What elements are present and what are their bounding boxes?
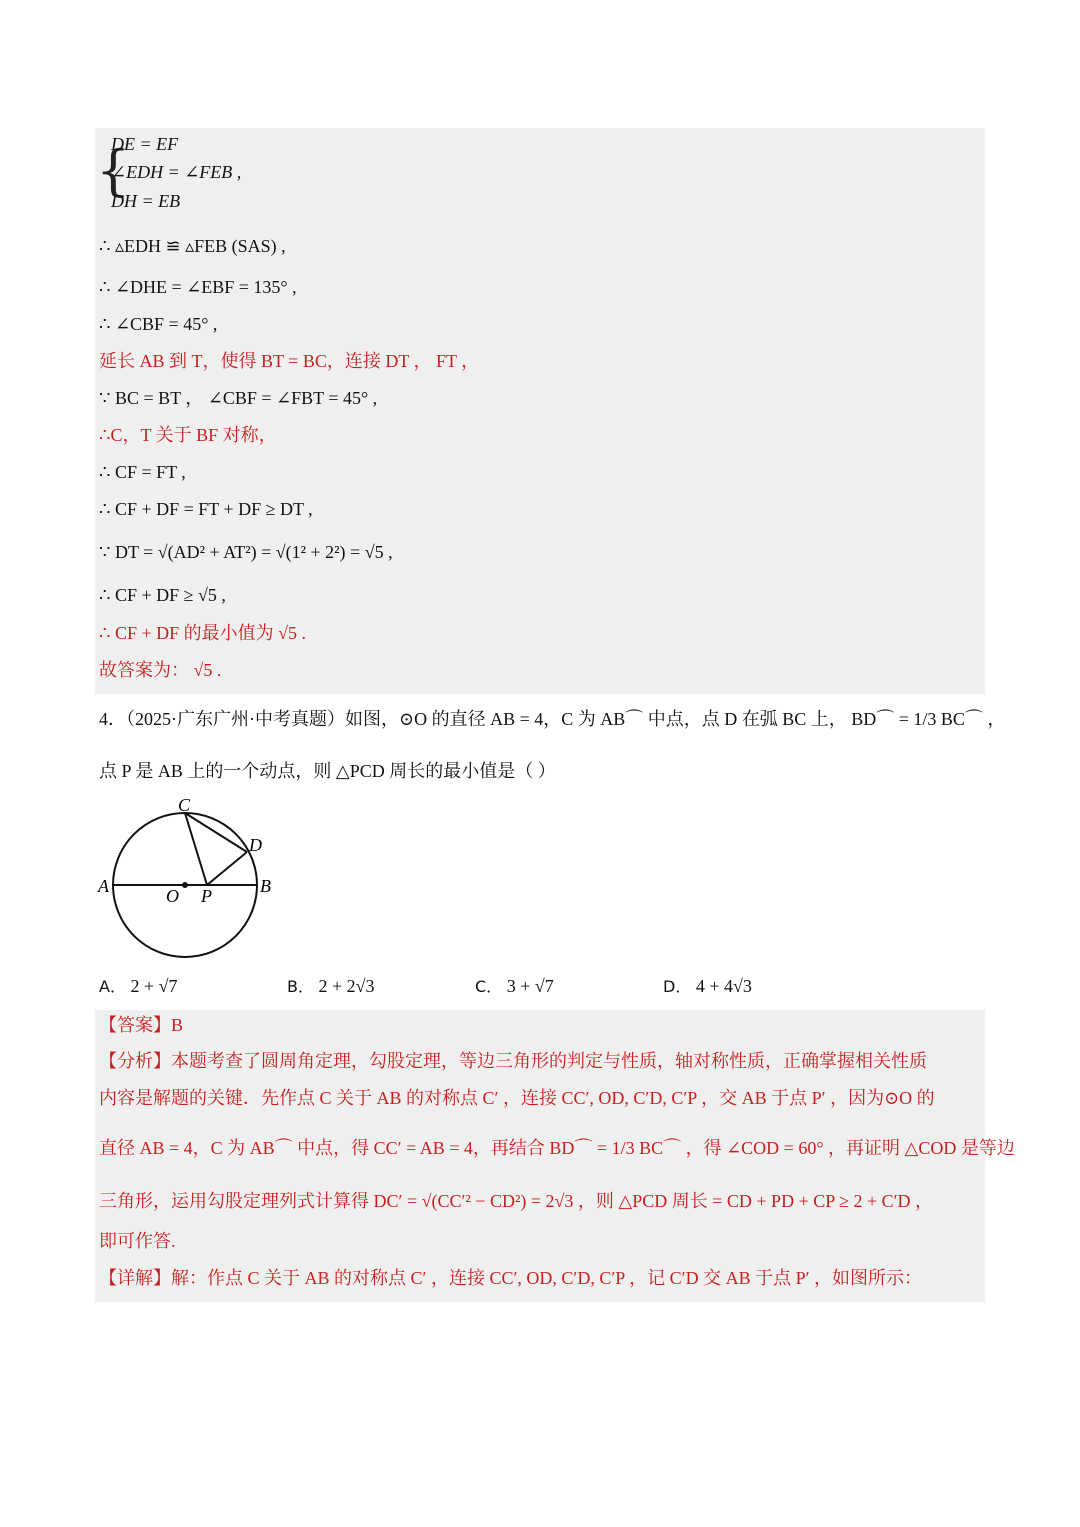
analysis-line: 三角形，运用勾股定理列式计算得 DC′ = √(CC′² − CD²) = 2√3 ，则 △PCD 周长 = CD + PD + CP ≥ 2 + C′D ， — [99, 1191, 934, 1211]
option-c[interactable] — [475, 974, 554, 999]
answer-line: 【答案】B — [99, 1015, 184, 1035]
center-dot — [182, 882, 188, 888]
solution-line: ∵ BC = BT ， ∠CBF = ∠FBT = 45° , — [99, 388, 378, 408]
option-c-label: C． — [475, 977, 503, 996]
solution-line: ∴ ▵EDH ≌ ▵FEB (SAS) , — [99, 236, 286, 256]
detail-line: 【详解】解：作点 C 关于 AB 的对称点 C′ ，连接 CC′, OD, C′D, C′P ，记 C′D 交 AB 于点 P′ ，如图所示： — [99, 1268, 923, 1288]
question-line-2: 点 P 是 AB 上的一个动点，则 △PCD 周长的最小值是（ ） — [99, 761, 556, 781]
option-d-value: 4 + 4√3 — [695, 976, 752, 996]
solution-line: ∴ CF + DF = FT + DF ≥ DT , — [99, 499, 313, 519]
option-a-label: A． — [99, 977, 126, 996]
circle-figure — [95, 795, 285, 965]
label-o: O — [166, 886, 179, 906]
analysis-line: 内容是解题的关键．先作点 C 关于 AB 的对称点 C′ ，连接 CC′, OD, C′D, C′P ，交 AB 于点 P′ ，因为⊙O 的 — [99, 1088, 935, 1108]
option-a[interactable] — [99, 974, 177, 999]
solution-line: ∵ DT = √(AD² + AT²) = √(1² + 2²) = √5 , — [99, 542, 393, 562]
system-line-1: DE = EF — [111, 134, 179, 154]
solution-line: 故答案为： √5 . — [99, 660, 222, 680]
system-brace: { — [96, 139, 131, 202]
analysis-line: 即可作答. — [99, 1231, 176, 1251]
system-line-3: DH = EB — [111, 191, 181, 211]
segment-dp — [207, 852, 247, 885]
solution-line: ∴ CF + DF 的最小值为 √5 . — [99, 623, 307, 643]
label-a: A — [98, 876, 109, 896]
option-b-label: B． — [287, 977, 314, 996]
label-b: B — [260, 876, 271, 896]
option-b-value: 2 + 2√3 — [318, 976, 375, 996]
option-c-value: 3 + √7 — [506, 976, 554, 996]
label-d: D — [249, 835, 262, 855]
label-p: P — [201, 886, 212, 906]
system-line-2: ∠EDH = ∠FEB , — [111, 162, 242, 182]
solution-line: ∴ ∠CBF = 45° , — [99, 314, 218, 334]
solution-line: ∴C，T 关于 BF 对称， — [99, 425, 277, 445]
label-c: C — [178, 795, 191, 815]
solution-line: ∴ ∠DHE = ∠EBF = 135° , — [99, 277, 297, 297]
option-d[interactable] — [663, 974, 752, 999]
solution-line: 延长 AB 到 T，使得 BT = BC，连接 DT ， FT ， — [99, 351, 480, 371]
solution-line: ∴ CF + DF ≥ √5 , — [99, 585, 226, 605]
option-b[interactable] — [287, 974, 375, 999]
analysis-line: 【分析】本题考查了圆周角定理，勾股定理，等边三角形的判定与性质，轴对称性质，正确掌握相关性质 — [99, 1051, 927, 1071]
option-d-label: D． — [663, 977, 692, 996]
question-line-1: 4．（2025·广东广州·中考真题）如图，⊙O 的直径 AB = 4，C 为 AB⌒ 中点，点 D 在弧 BC 上， BD⌒ = 1/3 BC⌒ ， — [99, 709, 1006, 729]
solution-block-1 — [95, 128, 985, 694]
option-a-value: 2 + √7 — [130, 976, 178, 996]
analysis-line: 直径 AB = 4，C 为 AB⌒ 中点，得 CC′ = AB = 4，再结合 BD⌒ = 1/3 BC⌒ ，得 ∠COD = 60° ，再证明 △COD 是等边 — [99, 1138, 1015, 1158]
solution-line: ∴ CF = FT , — [99, 462, 186, 482]
